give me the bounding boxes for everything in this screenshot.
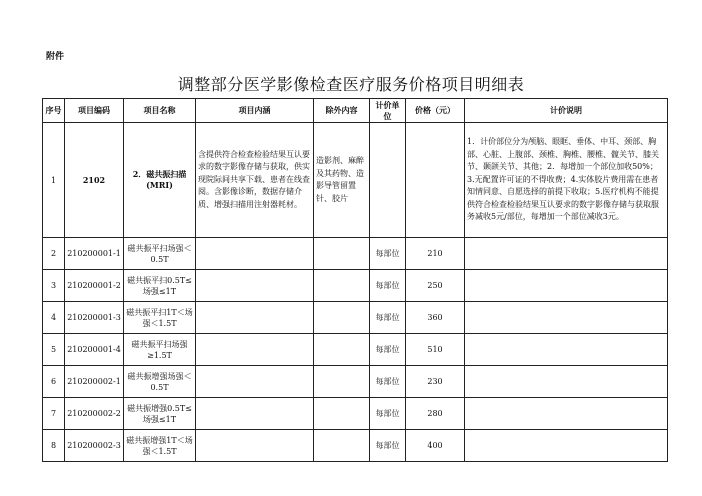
cell-note [465,270,668,302]
cell-note: 1．计价部位分为颅脑、眼眶、垂体、中耳、颈部、胸部、心脏、上腹部、颈椎、胸椎、腰椎、髋关节、膝关节、颞颌关节、其他；2．每增加一个部位加收50%；3.无配置许可证的不得收费；4.实体胶片费用需在患者知情同意、自愿选择的前提下收取；5.医疗机构不能提供符合检查检验结果互认要求的数字影像存储与获取服务减收5元/部位，每增加一个部位减收3元。 [465,123,668,238]
cell-unit: 每部位 [370,238,406,270]
cell-unit: 每部位 [370,366,406,398]
cell-excluded [314,366,370,398]
cell-content [196,270,314,302]
cell-name: 磁共振增强场强＜0.5T [124,366,196,398]
header-name: 项目名称 [124,99,196,123]
cell-price: 210 [406,238,465,270]
cell-excluded: 造影剂、麻醉及其药物、造影导管留置针、胶片 [314,123,370,238]
cell-unit: 每部位 [370,430,406,462]
cell-price: 400 [406,430,465,462]
cell-unit: 每部位 [370,270,406,302]
cell-name: 2．磁共振扫描(MRI) [124,123,196,238]
header-content: 项目内涵 [196,99,314,123]
attachment-label: 附件 [46,52,65,62]
cell-note [465,334,668,366]
table-row [43,123,668,238]
table-header-row [43,99,668,123]
cell-content: 含提供符合检查检验结果互认要求的数字影像存储与获取，供实现院际间共享下载、患者在线查阅。含影像诊断，数据存储介质、增强扫描用注射器耗材。 [196,123,314,238]
cell-price: 280 [406,398,465,430]
table-row [43,430,668,462]
cell-note [465,302,668,334]
cell-unit: 每部位 [370,334,406,366]
cell-unit: 每部位 [370,398,406,430]
cell-content [196,302,314,334]
cell-no: 6 [43,366,65,398]
header-code: 项目编码 [65,99,124,123]
cell-content [196,334,314,366]
cell-price: 230 [406,366,465,398]
cell-no: 5 [43,334,65,366]
cell-unit: 每部位 [370,302,406,334]
cell-code: 210200002-2 [65,398,124,430]
price-table [42,98,668,462]
cell-excluded [314,334,370,366]
cell-price [406,123,465,238]
cell-note [465,430,668,462]
cell-note [465,366,668,398]
cell-excluded [314,398,370,430]
cell-price: 250 [406,270,465,302]
cell-name: 磁共振平扫1T＜场强＜1.5T [124,302,196,334]
cell-name: 磁共振平扫0.5T≤场强≤1T [124,270,196,302]
table-row [43,366,668,398]
cell-price: 510 [406,334,465,366]
header-unit: 计价单位 [370,99,406,123]
cell-name: 磁共振增强0.5T≤场强≤1T [124,398,196,430]
cell-name: 磁共振平扫场强＜0.5T [124,238,196,270]
cell-note [465,398,668,430]
header-excluded: 除外内容 [314,99,370,123]
cell-content [196,398,314,430]
cell-excluded [314,302,370,334]
cell-code: 2102 [65,123,124,238]
table-row [43,334,668,366]
cell-note [465,238,668,270]
cell-no: 4 [43,302,65,334]
cell-code: 210200001-1 [65,238,124,270]
cell-code: 210200002-3 [65,430,124,462]
cell-excluded [314,238,370,270]
cell-excluded [314,430,370,462]
cell-no: 8 [43,430,65,462]
cell-content [196,238,314,270]
cell-code: 210200001-3 [65,302,124,334]
table-row [43,302,668,334]
table-row [43,270,668,302]
cell-code: 210200001-4 [65,334,124,366]
table-row [43,398,668,430]
cell-no: 7 [43,398,65,430]
cell-no: 2 [43,238,65,270]
cell-code: 210200002-1 [65,366,124,398]
cell-code: 210200001-2 [65,270,124,302]
header-price: 价格（元） [406,99,465,123]
table-row [43,238,668,270]
cell-unit [370,123,406,238]
cell-no: 1 [43,123,65,238]
cell-name: 磁共振增强1T＜场强＜1.5T [124,430,196,462]
cell-excluded [314,270,370,302]
cell-price: 360 [406,302,465,334]
cell-name: 磁共振平扫场强≥1.5T [124,334,196,366]
cell-content [196,366,314,398]
cell-no: 3 [43,270,65,302]
header-no: 序号 [43,99,65,123]
header-note: 计价说明 [465,99,668,123]
cell-content [196,430,314,462]
page-title: 调整部分医学影像检查医疗服务价格项目明细表 [177,75,525,94]
